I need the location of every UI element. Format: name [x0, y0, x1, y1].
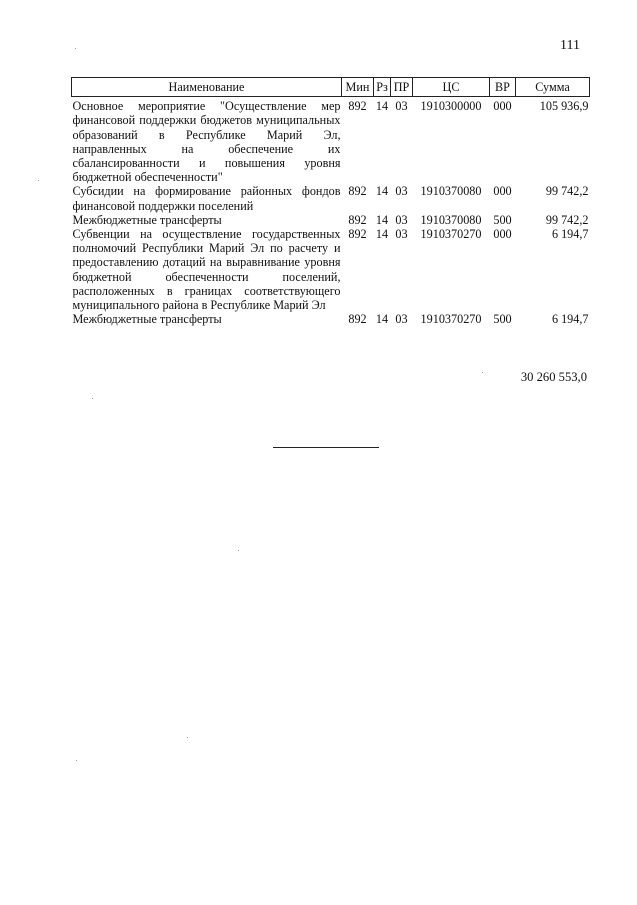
row-pr: 03 — [395, 227, 408, 242]
row-pr: 03 — [395, 312, 408, 327]
row-vr: 000 — [493, 99, 512, 114]
header-sum: Сумма — [516, 78, 590, 97]
table-row — [72, 227, 590, 312]
row-min: 892 — [348, 227, 367, 242]
row-rz: 14 — [375, 212, 389, 227]
row-rz: 14 — [375, 312, 389, 327]
header-name: Наименование — [72, 78, 342, 97]
row-name: Субсидии на формирование районных фондов финансовой поддержки поселений — [72, 184, 341, 213]
row-sum: 105 936,9 — [539, 99, 589, 114]
scan-speck — [482, 372, 483, 373]
row-cs: 1910370270 — [420, 227, 482, 242]
row-name: Межбюджетные трансферты — [72, 312, 222, 327]
row-min: 892 — [348, 184, 367, 199]
row-min: 892 — [348, 99, 367, 114]
scan-speck — [187, 737, 188, 738]
row-name: Субвенции на осуществление государственных полномочий Республики Марий Эл по расчету и предоставлению дотаций на выравнивание уровня бюджетной обеспеченности поселений, расположенных в границах соответствующего муниципального района в Республике Марий Эл — [72, 227, 341, 313]
row-rz: 14 — [375, 99, 389, 114]
row-vr: 000 — [493, 227, 512, 242]
row-sum: 6 194,7 — [551, 227, 589, 242]
end-separator-line — [273, 447, 379, 448]
row-sum: 6 194,7 — [551, 312, 589, 327]
header-vr: ВР — [490, 78, 516, 97]
row-pr: 03 — [395, 184, 408, 199]
table-row — [72, 312, 590, 326]
row-cs: 1910300000 — [420, 99, 482, 114]
row-rz: 14 — [375, 227, 389, 242]
scan-speck — [76, 760, 77, 761]
row-name: Межбюджетные трансферты — [72, 212, 222, 227]
table-row — [72, 213, 590, 227]
row-name: Основное мероприятие "Осуществление мер финансовой поддержки бюджетов муниципальных образований в Республике Марий Эл, направленных на обеспечение их сбалансированности и повышения уровня бюджетной обеспеченности" — [72, 99, 341, 185]
header-cs: ЦС — [413, 78, 490, 97]
row-min: 892 — [348, 312, 367, 327]
row-sum: 99 742,2 — [545, 184, 589, 199]
scan-speck — [75, 48, 76, 49]
scan-speck — [38, 180, 39, 181]
budget-table — [71, 77, 590, 326]
row-rz: 14 — [375, 184, 389, 199]
grand-total: 30 260 553,0 — [520, 370, 587, 384]
scan-speck — [92, 398, 93, 399]
row-vr: 500 — [493, 312, 512, 327]
page-number: 111 — [560, 38, 580, 53]
row-pr: 03 — [395, 212, 408, 227]
row-sum: 99 742,2 — [545, 212, 589, 227]
row-pr: 03 — [395, 99, 408, 114]
row-cs: 1910370270 — [420, 312, 482, 327]
table-header-row — [72, 78, 590, 97]
row-vr: 000 — [493, 184, 512, 199]
row-vr: 500 — [493, 212, 512, 227]
row-cs: 1910370080 — [420, 184, 482, 199]
table-row — [72, 184, 590, 212]
header-min: Мин — [342, 78, 374, 97]
scan-speck — [238, 550, 239, 551]
table-row — [72, 97, 590, 185]
row-min: 892 — [348, 212, 367, 227]
header-rz: Рз — [374, 78, 391, 97]
header-pr: ПР — [391, 78, 413, 97]
row-cs: 1910370080 — [420, 212, 482, 227]
